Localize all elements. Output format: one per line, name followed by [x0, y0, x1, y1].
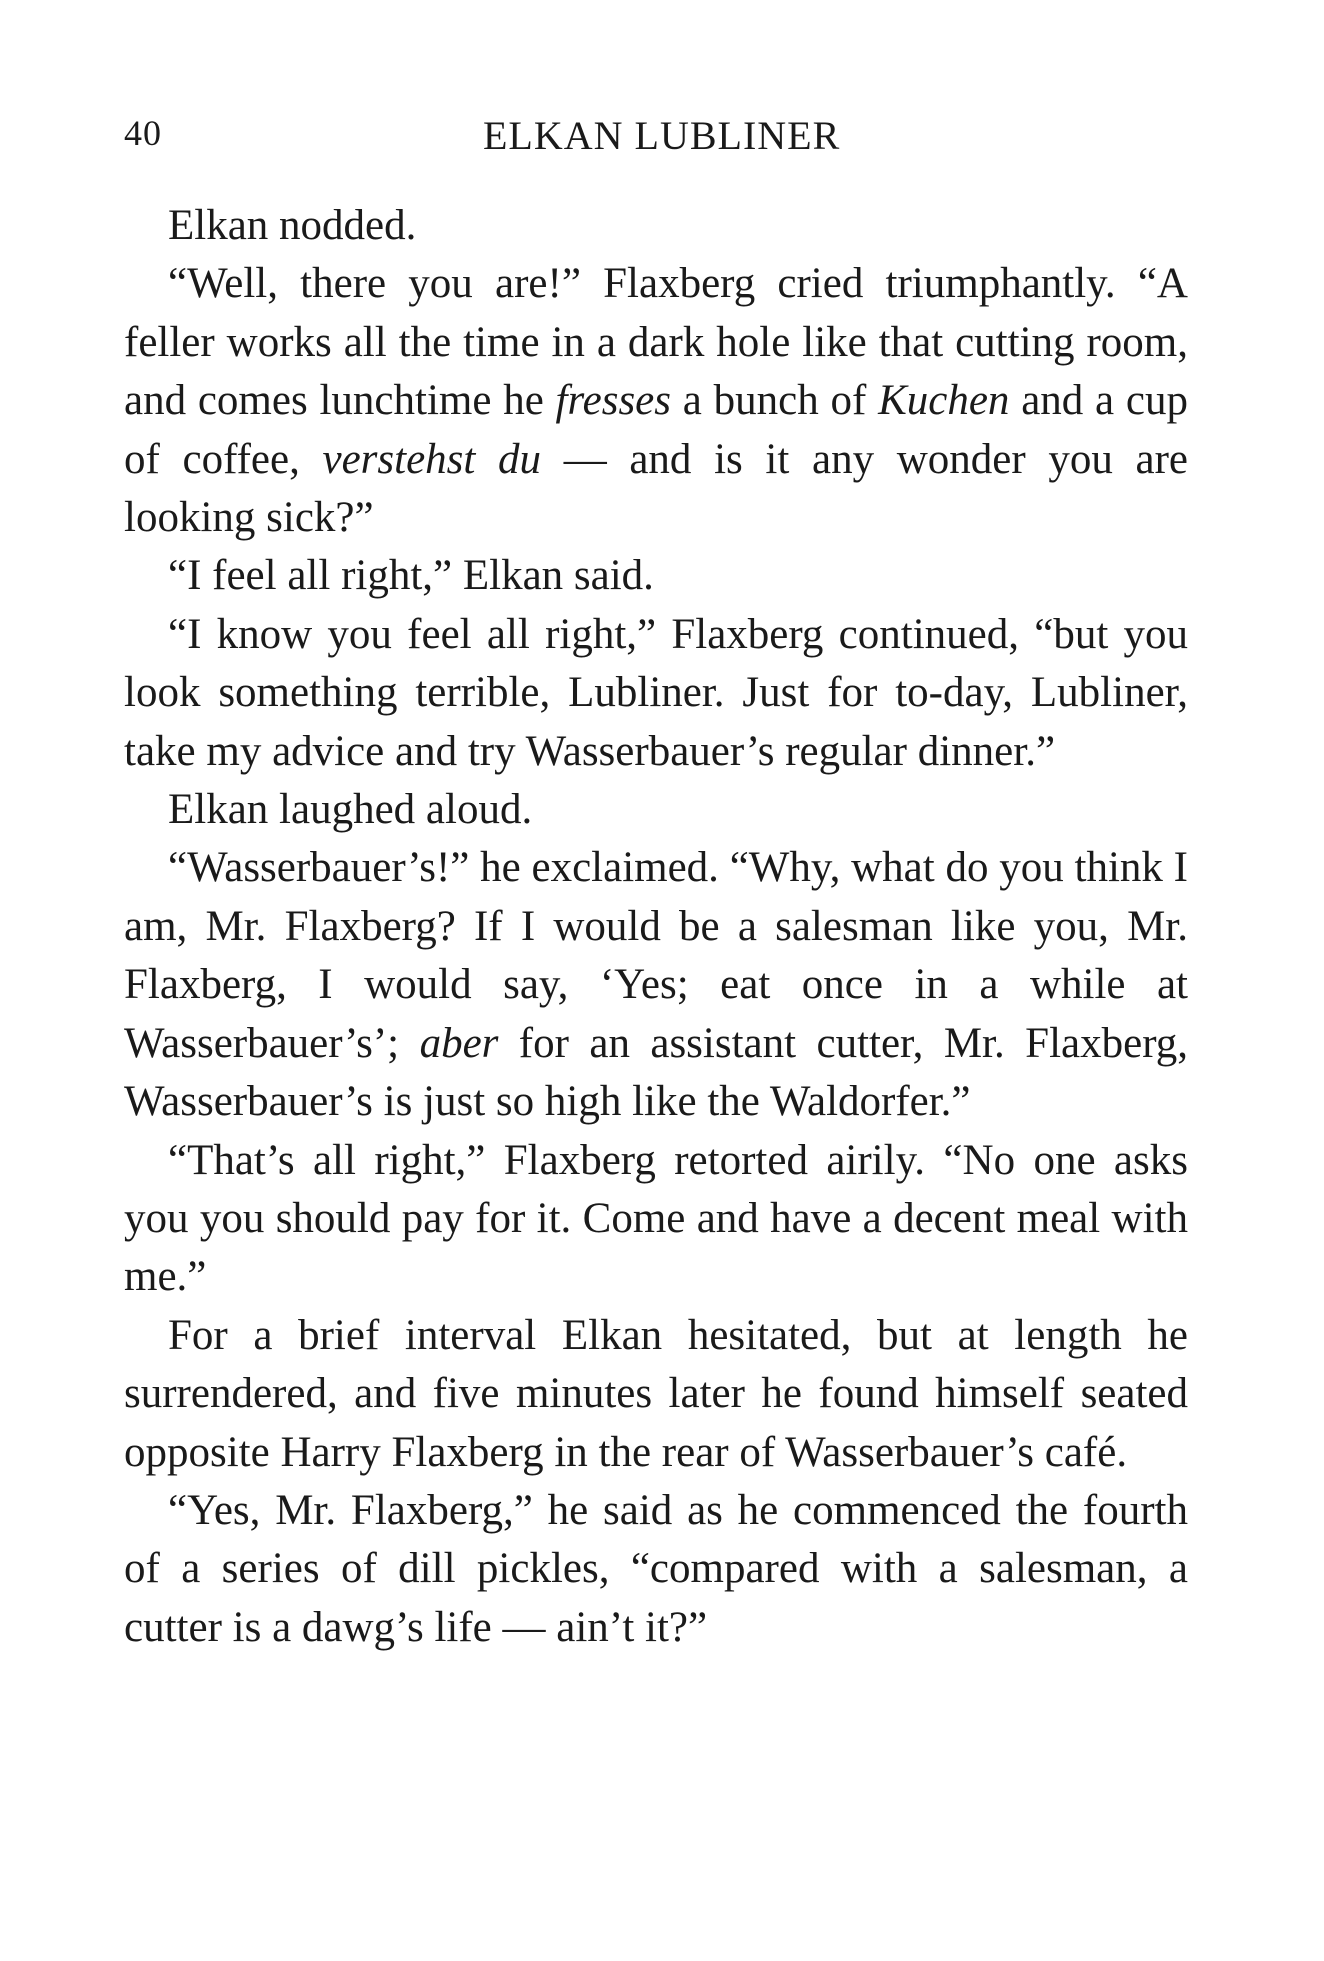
text-run: Elkan nodded.	[168, 202, 417, 249]
text-run: “Yes, Mr. Flaxberg,” he said as he commenced the fourth of a series of dill pickles, “compared with a salesman, a cutter is a dawg’s life — ain’t it?”	[124, 1486, 1188, 1651]
text-run: for an assistant cutter, Mr. Flaxberg, Wasserbauer’s is just so high like the Waldorfer.”	[124, 1019, 1188, 1126]
running-title: ELKAN LUBLINER	[483, 113, 841, 158]
text-run: Elkan laughed aloud.	[168, 786, 533, 834]
italic-text: fresses	[555, 377, 672, 425]
text-run: — and is it any wonder you are looking sick?”	[124, 435, 1188, 542]
text-run: a bunch of	[671, 377, 879, 425]
paragraph	[124, 1307, 1188, 1482]
paragraph	[124, 839, 1188, 1131]
paragraph	[124, 255, 1188, 547]
italic-text: Kuchen	[878, 377, 1010, 425]
italic-text: verstehst du	[322, 435, 542, 483]
paragraph	[124, 1482, 1188, 1657]
paragraph	[124, 606, 1188, 781]
body-text	[124, 197, 1188, 1657]
paragraph	[124, 781, 1188, 839]
paragraph	[124, 1132, 1188, 1307]
paragraph	[124, 197, 1188, 255]
text-run: “That’s all right,” Flaxberg retorted airily. “No one asks you you should pay for it. Come and have a decent meal with me.”	[124, 1136, 1188, 1301]
paragraph	[124, 547, 1188, 605]
text-run: “I know you feel all right,” Flaxberg continued, “but you look something terrible, Lubliner. Just for to-day, Lubliner, take my advice and try Wasserbauer’s regular dinner.”	[124, 610, 1188, 775]
page-header	[124, 100, 1188, 160]
text-run: and a cup of coffee,	[124, 377, 1188, 483]
book-page	[124, 100, 1188, 1651]
text-run: “Wasserbauer’s!” he exclaimed. “Why, what do you think I am, Mr. Flaxberg? If I would be a salesman like you, Mr. Flaxberg, I would say, ‘Yes; eat once in a while at Wasserbauer’s’;	[124, 844, 1188, 1067]
italic-text: aber	[419, 1019, 499, 1067]
text-run: “I feel all right,” Elkan said.	[168, 552, 654, 600]
text-run: For a brief interval Elkan hesitated, but at length he surrendered, and five minutes later he found himself seated opposite Harry Flaxberg in the rear of Wasserbauer’s café.	[124, 1311, 1188, 1476]
page-number: 40	[124, 113, 162, 153]
text-run: “Well, there you are!” Flaxberg cried triumphantly. “A feller works all the time in a dark hole like that cutting room, and comes lunchtime he	[124, 260, 1188, 425]
